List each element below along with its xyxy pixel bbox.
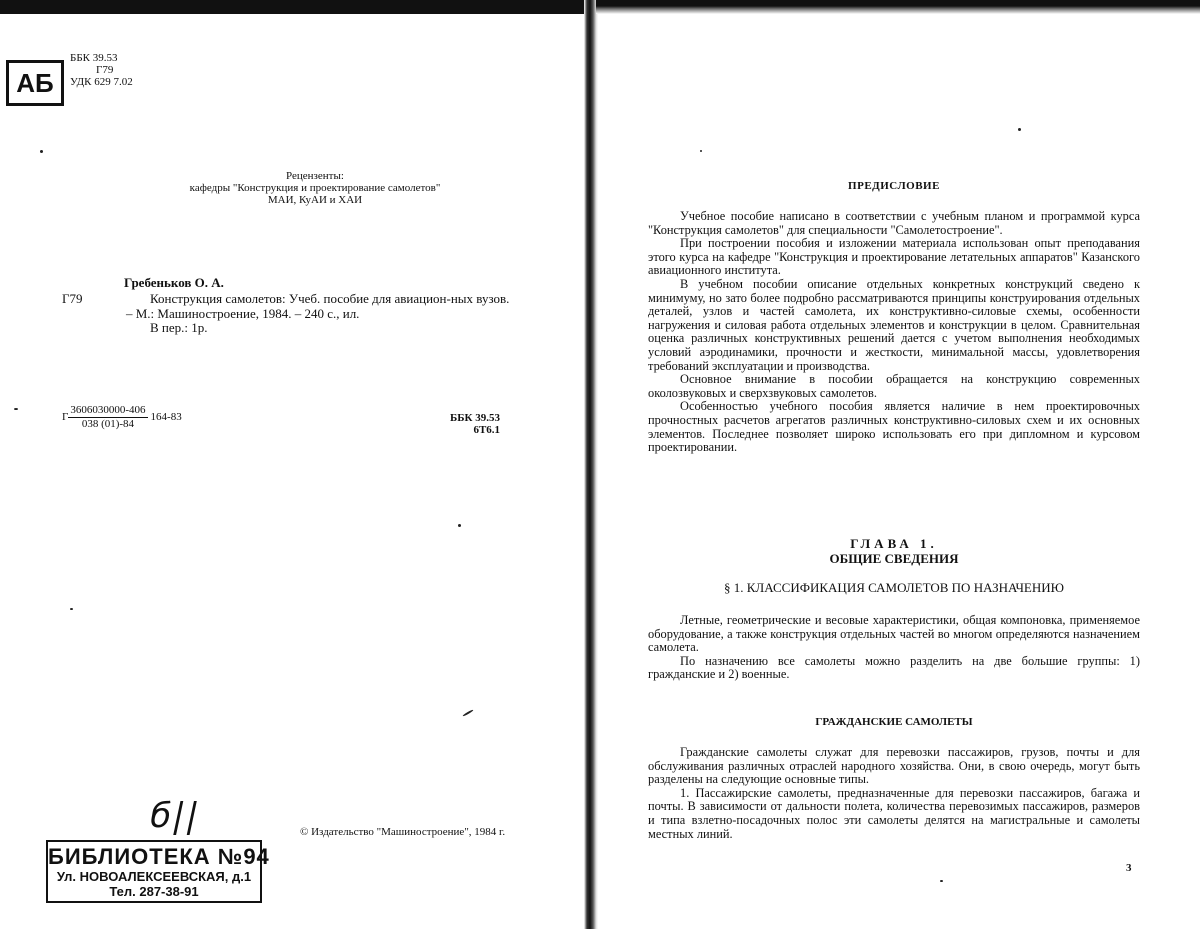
bbk-bottom-code: ББК 39.53 [450,412,501,424]
stamp-library-name: БИБЛИОТЕКА №94 [48,844,270,869]
scan-speck [940,880,943,882]
chapter-heading [648,536,1140,566]
preface-body [648,210,1140,455]
bbk-bottom [450,412,500,436]
publication-code [62,404,182,431]
reviewers-department: кафедры "Конструкция и проектирование самолетов" [189,182,441,194]
ab-library-mark: АБ [6,60,64,106]
handwritten-note: б|| [145,796,205,836]
civil-aircraft-subheading: ГРАЖДАНСКИЕ САМОЛЕТЫ [815,716,973,728]
preface-paragraph: Основное внимание в пособии обращается на конструкцию современных околозвуковых и сверхзвуковых самолетов. [648,372,1140,400]
preface-paragraph: Особенностью учебного пособия является наличие в нем проектировочных прочностных расчетов агрегатов различных конструктивно-силовых схем и их основных элементов. Последнее позволяет широко использовать его при дипломном и курсовом проектировании. [648,399,1140,455]
scan-speck [700,150,702,152]
chapter-title: ОБЩИЕ СВЕДЕНИЯ [829,551,959,566]
civil-paragraph: Гражданские самолеты служат для перевозки пассажиров, грузов, почты и для обслуживания различных отраслей народного хозяйства. Они, в свою очередь, могут быть разделены на следующие основные типы. [648,745,1140,787]
author-mark: Г79 [96,64,114,76]
scan-speck [70,608,73,610]
section-paragraph: Летные, геометрические и весовые характеристики, общая компоновка, применяемое оборудование, а также конструкция отдельных частей во многом определяются назначением самолета. [648,613,1140,655]
reviewers-institutions: МАИ, КуАИ и ХАИ [267,194,363,206]
scan-speck [14,408,18,410]
section-paragraph: По назначению все самолеты можно разделить на две большие группы: 1) гражданские и 2) военные. [648,653,1140,682]
left-page [0,0,590,929]
preface-paragraph: При построении пособия и изложении материала использован опыт преподавания этого курса на кафедре "Конструкция и проектирование летательных аппаратов" Казанского авиационного института. [648,236,1140,278]
reviewers-block [100,170,530,206]
scan-speck [462,709,473,717]
udk-code: УДК 629 7.02 [70,76,133,88]
code-prefix: Г [62,411,69,424]
bibliographic-description: Конструкция самолетов: Учеб. пособие для авиацион-ных вузов. – М.: Машиностроение, 1984. – 240 с., ил. [126,291,510,321]
scan-speck [1018,128,1021,131]
code-denominator: 038 (01)-84 [81,418,135,430]
section-title: § 1. КЛАССИФИКАЦИЯ САМОЛЕТОВ ПО НАЗНАЧЕНИЮ [724,580,1064,595]
code-tail: 164-83 [150,411,182,423]
preface-paragraph: В учебном пособии описание отдельных конкретных конструкций сведено к минимуму, но зато более подробно рассматриваются принципы конструирования отдельных деталей, узлов и частей самолета, их конструктивно-силовые схемы, особенности нагружения и силовая работа отдельных элементов и конструкции в целом. Сравнительная оценка различных конструктивных решений дается с учетом выполнения необходимых условий аэродинамики, прочности и жесткости, минимальной массы, удовлетворения требований эксплуатации и производства. [648,276,1140,373]
section-body [648,614,1140,682]
scan-speck [40,150,43,153]
preface-title: ПРЕДИСЛОВИЕ [848,180,940,192]
bbk-code: ББК 39.53 [70,52,118,64]
reviewers-label: Рецензенты: [286,170,344,182]
classification-codes [70,52,133,88]
preface-paragraph: Учебное пособие написано в соответствии с учебным планом и программой курса "Конструкция самолетов" для специальности "Самолетостроение". [648,209,1140,237]
page-top-edge [596,0,1200,14]
author-name: Гребеньков О. А. [124,275,224,290]
code-numerator: 3606030000-406 [70,404,146,416]
civil-paragraph: 1. Пассажирские самолеты, предназначенные для перевозки пассажиров, багажа и почты. В зависимости от дальности полета, количества перевозимых пассажиров, размеров и типа взлетно-посадочных полос эти самолеты делятся на магистральные и самолеты местных линий. [648,785,1140,841]
scan-speck [458,524,461,527]
civil-aircraft-body [648,746,1140,841]
binding-price: В пер.: 1р. [150,320,208,335]
library-stamp [46,840,270,903]
page-top-edge [0,0,590,14]
code-fraction [68,404,147,431]
chapter-number: ГЛАВА 1. [850,536,938,551]
page-number: 3 [1126,862,1132,874]
stamp-phone: Тел. 287-38-91 [109,884,199,899]
catalog-code: Г79 [62,291,83,306]
bbk-bottom-index: 6Т6.1 [473,424,501,436]
copyright: © Издательство "Машиностроение", 1984 г. [300,826,506,838]
stamp-address: Ул. НОВОАЛЕКСЕЕВСКАЯ, д.1 [56,869,252,884]
